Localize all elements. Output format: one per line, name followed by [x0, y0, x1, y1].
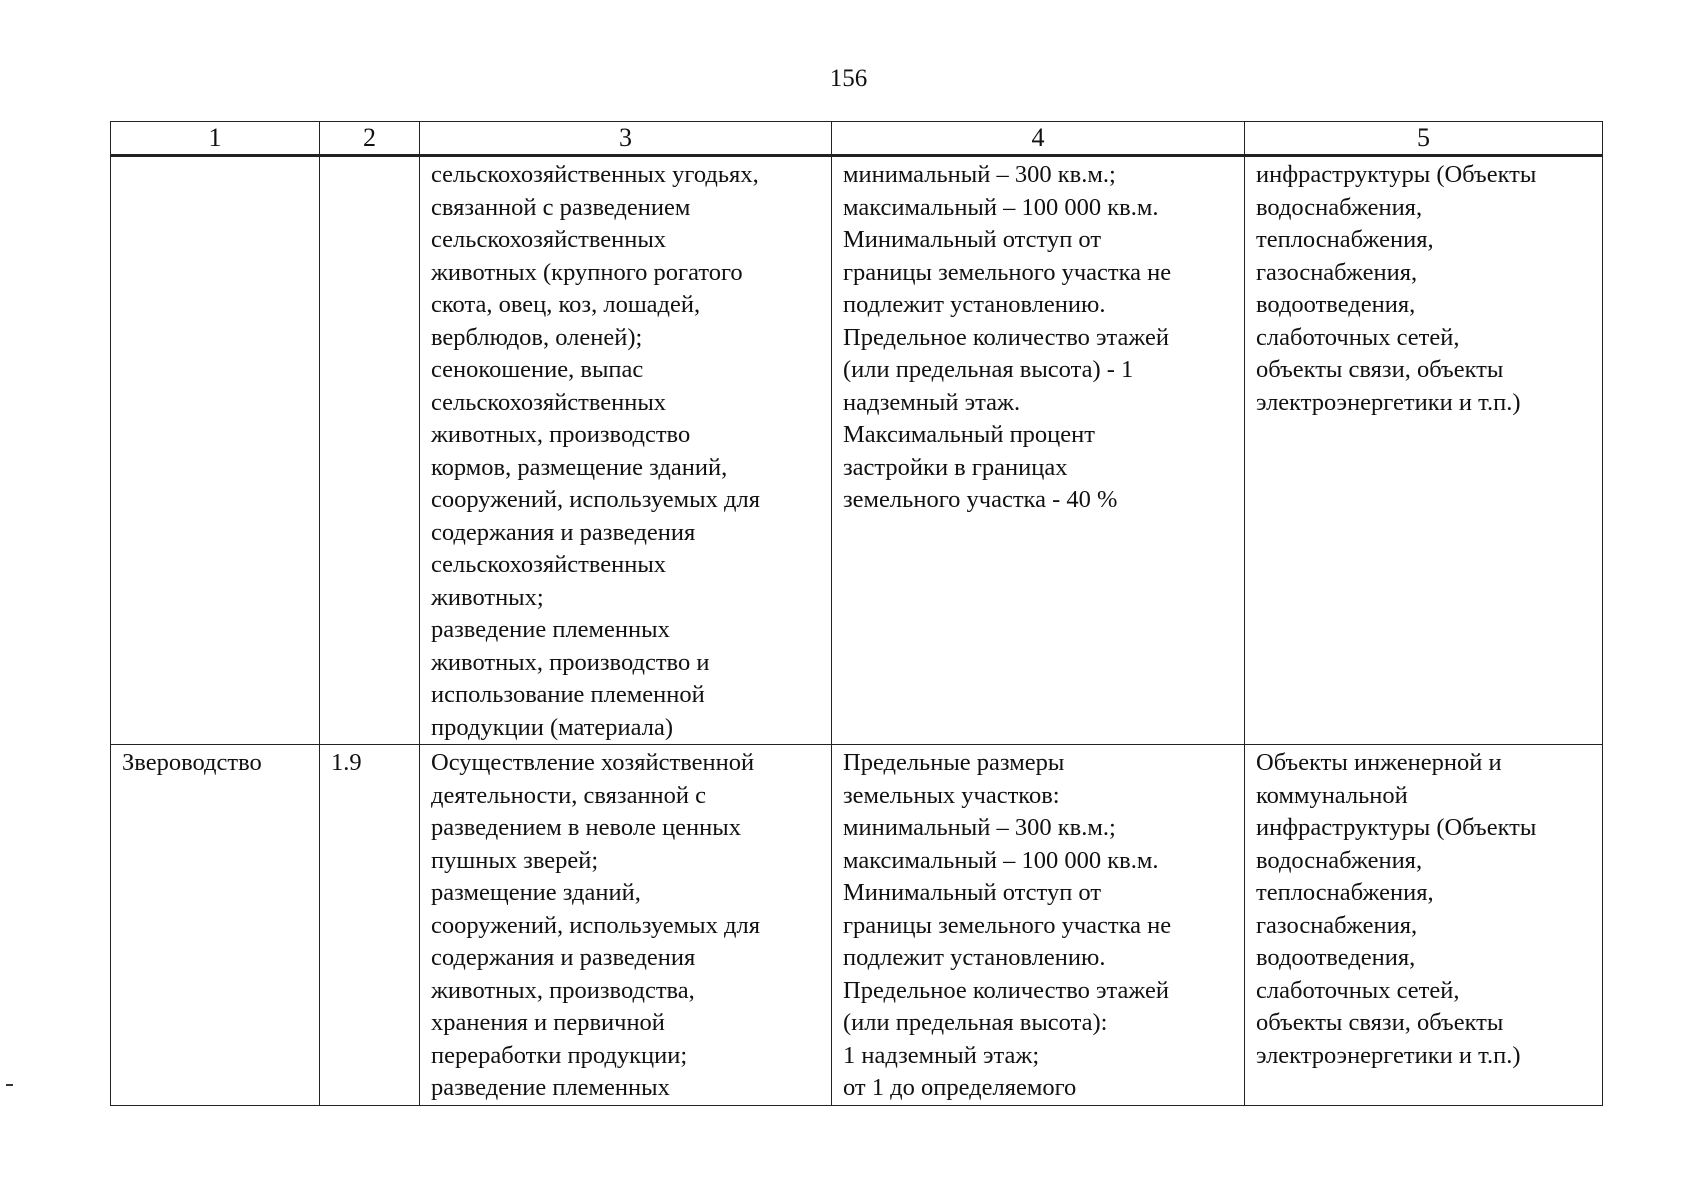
margin-mark — [6, 1084, 13, 1086]
cell-text-line: объекты связи, объекты — [1256, 356, 1504, 383]
cell-text-line: продукции (материала) — [431, 713, 674, 741]
cell-text-line: животных; — [431, 583, 544, 611]
cell-text-line: теплоснабжения, — [1256, 879, 1434, 906]
cell-text-line: максимальный – 100 000 кв.м. — [843, 193, 1159, 221]
cell-text-line: разведение племенных — [431, 616, 670, 643]
cell-text-line: водоотведения, — [1256, 291, 1416, 318]
cell-text-line: границы земельного участка не — [843, 911, 1172, 939]
land-use-table — [110, 121, 1603, 1106]
cell-text-line: земельного участка - 40 % — [843, 486, 1118, 513]
cell-description — [420, 745, 832, 1106]
cell-text-line: электроэнергетики и т.п.) — [1256, 1041, 1521, 1069]
table-row-continued — [111, 156, 1603, 745]
cell-text-line: слаботочных сетей, — [1256, 976, 1460, 1004]
cell-text-line: сенокошение, выпас — [431, 356, 644, 383]
cell-text-line: кормов, размещение зданий, — [431, 453, 728, 481]
cell-text-line: слаботочных сетей, — [1256, 323, 1460, 351]
cell-text-line: использование племенной — [431, 681, 705, 708]
cell-name — [111, 156, 320, 745]
cell-text-line: скота, овец, коз, лошадей, — [431, 291, 701, 318]
cell-text-line: переработки продукции; — [431, 1041, 688, 1069]
cell-text-line: животных, производство — [431, 421, 691, 448]
cell-text-line: инфраструктуры (Объекты — [1256, 814, 1537, 841]
cell-text-line: Максимальный процент — [843, 421, 1095, 448]
cell-text-line: сельскохозяйственных — [431, 551, 667, 578]
cell-text-line: водоснабжения, — [1256, 846, 1423, 874]
cell-text-line: границы земельного участка не — [843, 258, 1172, 286]
cell-text-line: связанной с разведением — [431, 193, 691, 221]
cell-text-line: застройки в границах — [843, 453, 1068, 481]
cell-text-line: земельных участков: — [843, 781, 1060, 809]
cell-text-line: максимальный – 100 000 кв.м. — [843, 846, 1159, 874]
cell-text-line: минимальный – 300 кв.м.; — [843, 814, 1116, 841]
cell-text-line: размещение зданий, — [431, 879, 641, 906]
cell-text-line: сельскохозяйственных — [431, 226, 667, 253]
cell-text-line: теплоснабжения, — [1256, 226, 1434, 253]
cell-text-line: инфраструктуры (Объекты — [1256, 161, 1537, 188]
cell-text-line: животных, производства, — [431, 976, 695, 1004]
cell-text-line: Предельное количество этажей — [843, 323, 1169, 351]
cell-text-line: Минимальный отступ от — [843, 226, 1102, 253]
cell-text-line: подлежит установлению. — [843, 944, 1106, 971]
page-number: 156 — [829, 65, 868, 92]
cell-text-line: животных (крупного рогатого — [431, 258, 743, 286]
cell-text-line: минимальный – 300 кв.м.; — [843, 161, 1116, 188]
cell-text-line: Предельные размеры — [843, 749, 1065, 776]
cell-text-line: сооружений, используемых для — [431, 911, 760, 939]
cell-text-line: 1.9 — [331, 749, 362, 776]
cell-parameters — [832, 156, 1245, 745]
cell-text-line: подлежит установлению. — [843, 291, 1106, 318]
cell-text-line: надземный этаж. — [843, 388, 1021, 416]
cell-text-line: коммунальной — [1256, 781, 1408, 809]
header-col-3: 3 — [420, 122, 832, 156]
table-row-zverovodstvo — [111, 745, 1603, 1106]
cell-text-line: 1 надземный этаж; — [843, 1041, 1040, 1069]
cell-description — [420, 156, 832, 745]
cell-text-line: Минимальный отступ от — [843, 879, 1102, 906]
cell-text-line: хранения и первичной — [431, 1009, 665, 1036]
cell-code — [320, 156, 420, 745]
cell-name — [111, 745, 320, 1106]
cell-text-line: газоснабжения, — [1256, 258, 1418, 286]
cell-text-line: животных, производство и — [431, 648, 710, 676]
cell-text-line: водоотведения, — [1256, 944, 1416, 971]
cell-text-line: от 1 до определяемого — [843, 1074, 1077, 1101]
cell-code — [320, 745, 420, 1106]
header-col-2: 2 — [320, 122, 420, 156]
cell-text-line: (или предельная высота) - 1 — [843, 356, 1134, 383]
cell-text-line: Предельное количество этажей — [843, 976, 1169, 1004]
cell-text-line: (или предельная высота): — [843, 1009, 1108, 1036]
header-col-1: 1 — [111, 122, 320, 156]
header-row — [111, 122, 1603, 156]
cell-parameters — [832, 745, 1245, 1106]
cell-text-line: Объекты инженерной и — [1256, 749, 1502, 776]
cell-auxiliary-objects — [1245, 745, 1603, 1106]
cell-text-line: сельскохозяйственных угодьях, — [431, 161, 759, 188]
header-col-5: 5 — [1245, 122, 1603, 156]
cell-text-line: Звероводство — [122, 749, 262, 776]
cell-text-line: пушных зверей; — [431, 846, 599, 874]
cell-text-line: содержания и разведения — [431, 944, 696, 971]
cell-text-line: сельскохозяйственных — [431, 388, 667, 416]
cell-text-line: содержания и разведения — [431, 518, 696, 546]
table-header — [111, 122, 1603, 156]
cell-text-line: деятельности, связанной с — [431, 781, 707, 809]
cell-text-line: разведение племенных — [431, 1074, 670, 1101]
cell-text-line: разведением в неволе ценных — [431, 814, 741, 841]
cell-text-line: газоснабжения, — [1256, 911, 1418, 939]
header-col-4: 4 — [832, 122, 1245, 156]
cell-text-line: объекты связи, объекты — [1256, 1009, 1504, 1036]
cell-text-line: верблюдов, оленей); — [431, 323, 643, 351]
table-body — [111, 156, 1603, 1106]
cell-text-line: электроэнергетики и т.п.) — [1256, 388, 1521, 416]
cell-auxiliary-objects — [1245, 156, 1603, 745]
cell-text-line: сооружений, используемых для — [431, 486, 760, 513]
cell-text-line: Осуществление хозяйственной — [431, 749, 755, 776]
cell-text-line: водоснабжения, — [1256, 193, 1423, 221]
